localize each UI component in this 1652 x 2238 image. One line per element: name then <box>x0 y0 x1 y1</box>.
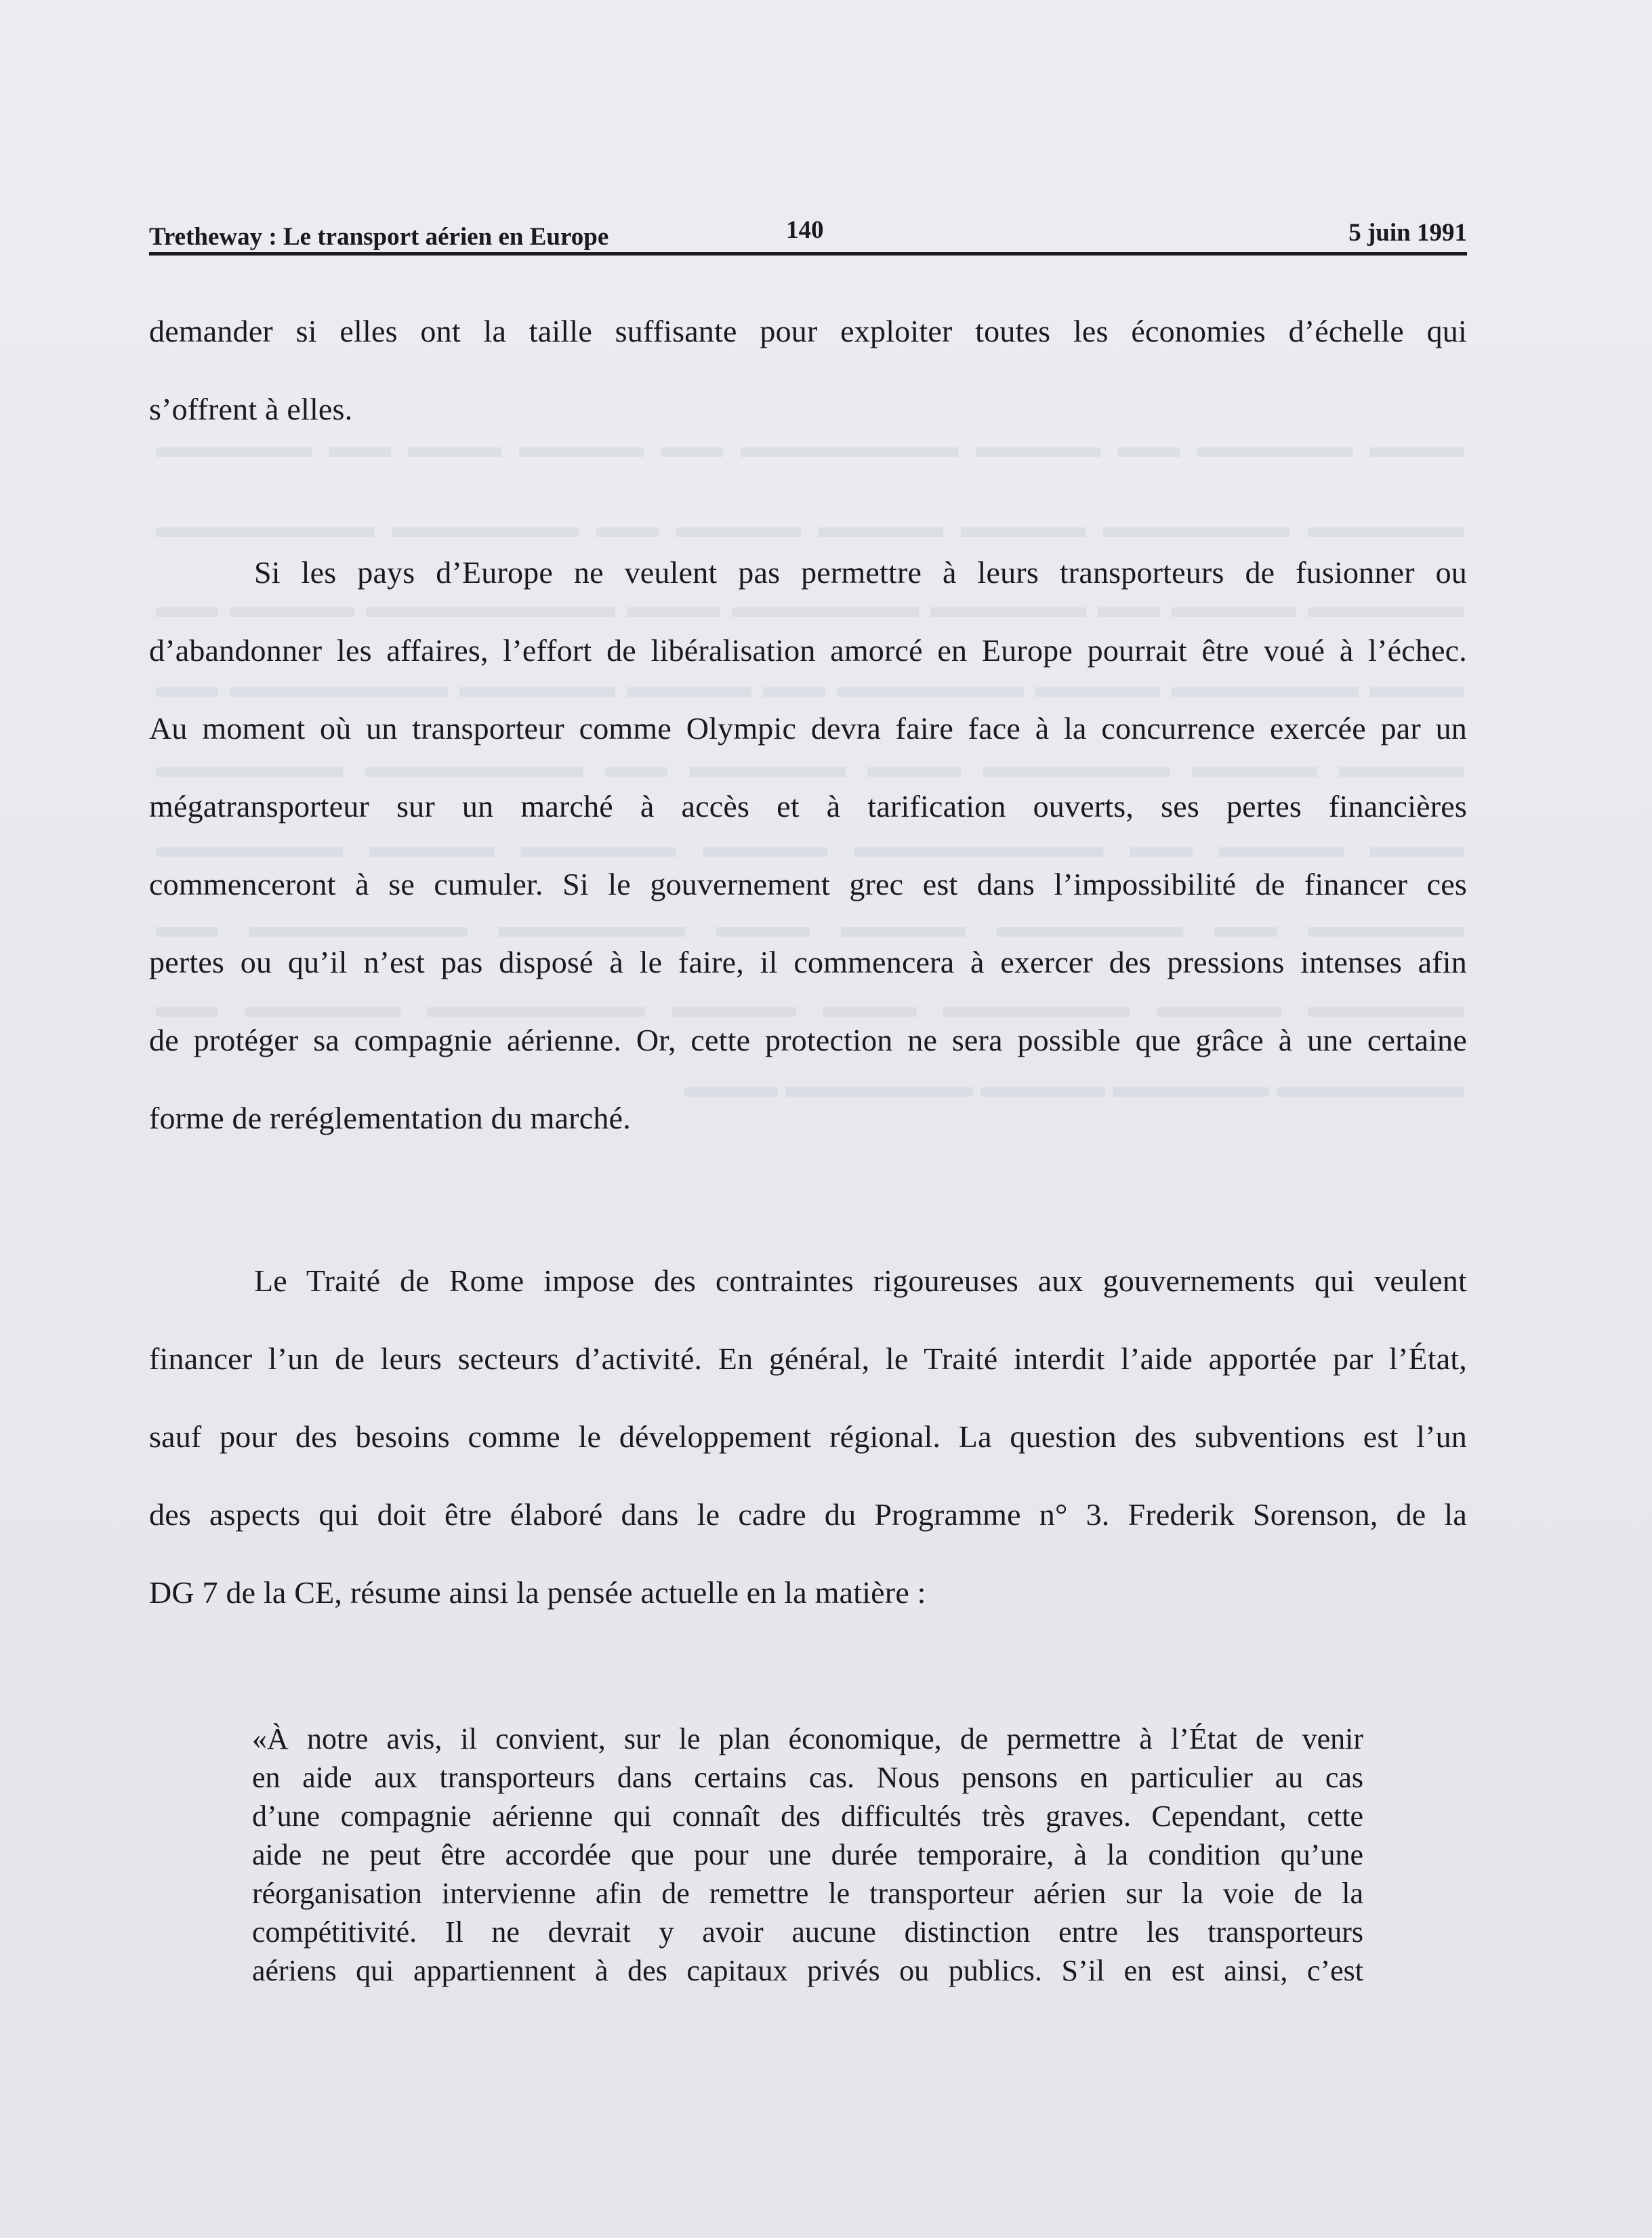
show-through-texture: ▬▬▬ ▬▬▬▬▬ ▬▬ ▬▬▬▬ ▬▬▬▬▬▬▬ ▬▬ ▬▬▬▬ ▬▬▬ ▬▬ ▬▬▬▬▬ ▬▬▬▬▬ ▬▬▬▬▬▬ ▬▬▬▬ ▬▬▬▬ ▬▬▬▬ ▬▬ ▬▬▬▬▬▬ ▬▬▬▬▬▬▬ ▬▬▬▬▬ ▬▬▬▬ ▬▬ ▬▬▬▬▬ ▬▬▬▬▬▬ ▬▬▬ ▬▬▬▬▬▬▬▬ ▬▬▬▬ ▬▬ ▬▬▬ ▬▬▬▬▬▬ ▬▬▬▬ ▬▬▬▬▬▬ ▬▬ ▬▬▬▬ ▬▬▬▬▬ ▬▬▬▬▬▬▬ ▬▬ ▬▬▬▬ ▬▬▬▬ ▬▬▬▬▬▬ ▬▬▬ ▬▬▬▬▬ ▬▬ ▬▬▬▬▬▬▬ ▬▬▬▬▬▬ ▬▬▬ ▬▬▬▬ ▬▬ ▬▬▬▬▬▬▬▬ ▬▬▬▬ ▬▬▬▬▬ ▬▬▬▬ ▬▬▬▬▬▬ ▬▬▬▬▬ ▬▬ ▬▬▬▬▬▬ ▬▬▬▬ ▬▬▬ ▬▬▬▬▬▬ ▬▬▬▬▬▬▬ ▬▬ ▬▬▬▬▬ ▬▬▬▬ ▬▬▬▬▬▬ ▬▬▬ ▬▬▬▬ ▬▬▬▬▬▬▬ ▬▬▬▬▬ ▬▬ ▬▬▬▬▬▬ ▬▬▬▬▬ ▬▬▬▬ ▬▬▬▬▬▬ ▬▬▬ <box>156 429 1464 1103</box>
quote-line: en aide aux transporteurs dans certains cas. Nous pensons en particulier au cas <box>252 1761 1363 1794</box>
quote-line: «À notre avis, il convient, sur le plan économique, de permettre à l’État de venir <box>252 1722 1363 1755</box>
body-line: d’abandonner les affaires, l’effort de libéralisation amorcé en Europe pourrait être voué à l’échec. <box>149 633 1467 668</box>
body-line: DG 7 de la CE, résume ainsi la pensée actuelle en la matière : <box>149 1575 926 1610</box>
body-line: Si les pays d’Europe ne veulent pas permettre à leurs transporteurs de fusionner ou <box>254 555 1467 590</box>
body-line: financer l’un de leurs secteurs d’activité. En général, le Traité interdit l’aide apportée par l’État, <box>149 1341 1467 1376</box>
quote-line: aide ne peut être accordée que pour une durée temporaire, à la condition qu’une <box>252 1838 1363 1871</box>
quote-line: d’une compagnie aérienne qui connaît des difficultés très graves. Cependant, cette <box>252 1799 1363 1833</box>
body-line: des aspects qui doit être élaboré dans le cadre du Programme n° 3. Frederik Sorenson, de la <box>149 1497 1467 1532</box>
body-line: sauf pour des besoins comme le développement régional. La question des subventions est l’un <box>149 1419 1467 1454</box>
quote-line: aériens qui appartiennent à des capitaux privés ou publics. S’il en est ainsi, c’est <box>252 1954 1363 1987</box>
running-header <box>149 216 1467 256</box>
page-number: 140 <box>786 216 824 244</box>
body-line: Le Traité de Rome impose des contraintes rigoureuses aux gouvernements qui veulent <box>254 1263 1467 1298</box>
quote-line: compétitivité. Il ne devrait y avoir aucune distinction entre les transporteurs <box>252 1915 1363 1949</box>
header-rule <box>149 252 1467 256</box>
body-line: forme de reréglementation du marché. <box>149 1101 631 1135</box>
header-title: Tretheway : Le transport aérien en Europe <box>149 223 609 251</box>
body-line: demander si elles ont la taille suffisante pour exploiter toutes les économies d’échelle qui <box>149 314 1467 348</box>
quote-line: réorganisation intervienne afin de remettre le transporteur aérien sur la voie de la <box>252 1877 1363 1910</box>
body-line: de protéger sa compagnie aérienne. Or, cette protection ne sera possible que grâce à une certaine <box>149 1023 1467 1057</box>
body-line: pertes ou qu’il n’est pas disposé à le faire, il commencera à exercer des pressions intenses afin <box>149 945 1467 979</box>
body-line: Au moment où un transporteur comme Olympic devra faire face à la concurrence exercée par un <box>149 711 1467 746</box>
body-line: s’offrent à elles. <box>149 392 353 426</box>
header-date: 5 juin 1991 <box>1348 219 1467 247</box>
body-line: mégatransporteur sur un marché à accès et à tarification ouverts, ses pertes financières <box>149 789 1467 823</box>
body-line: commenceront à se cumuler. Si le gouvernement grec est dans l’impossibilité de financer ces <box>149 867 1467 901</box>
